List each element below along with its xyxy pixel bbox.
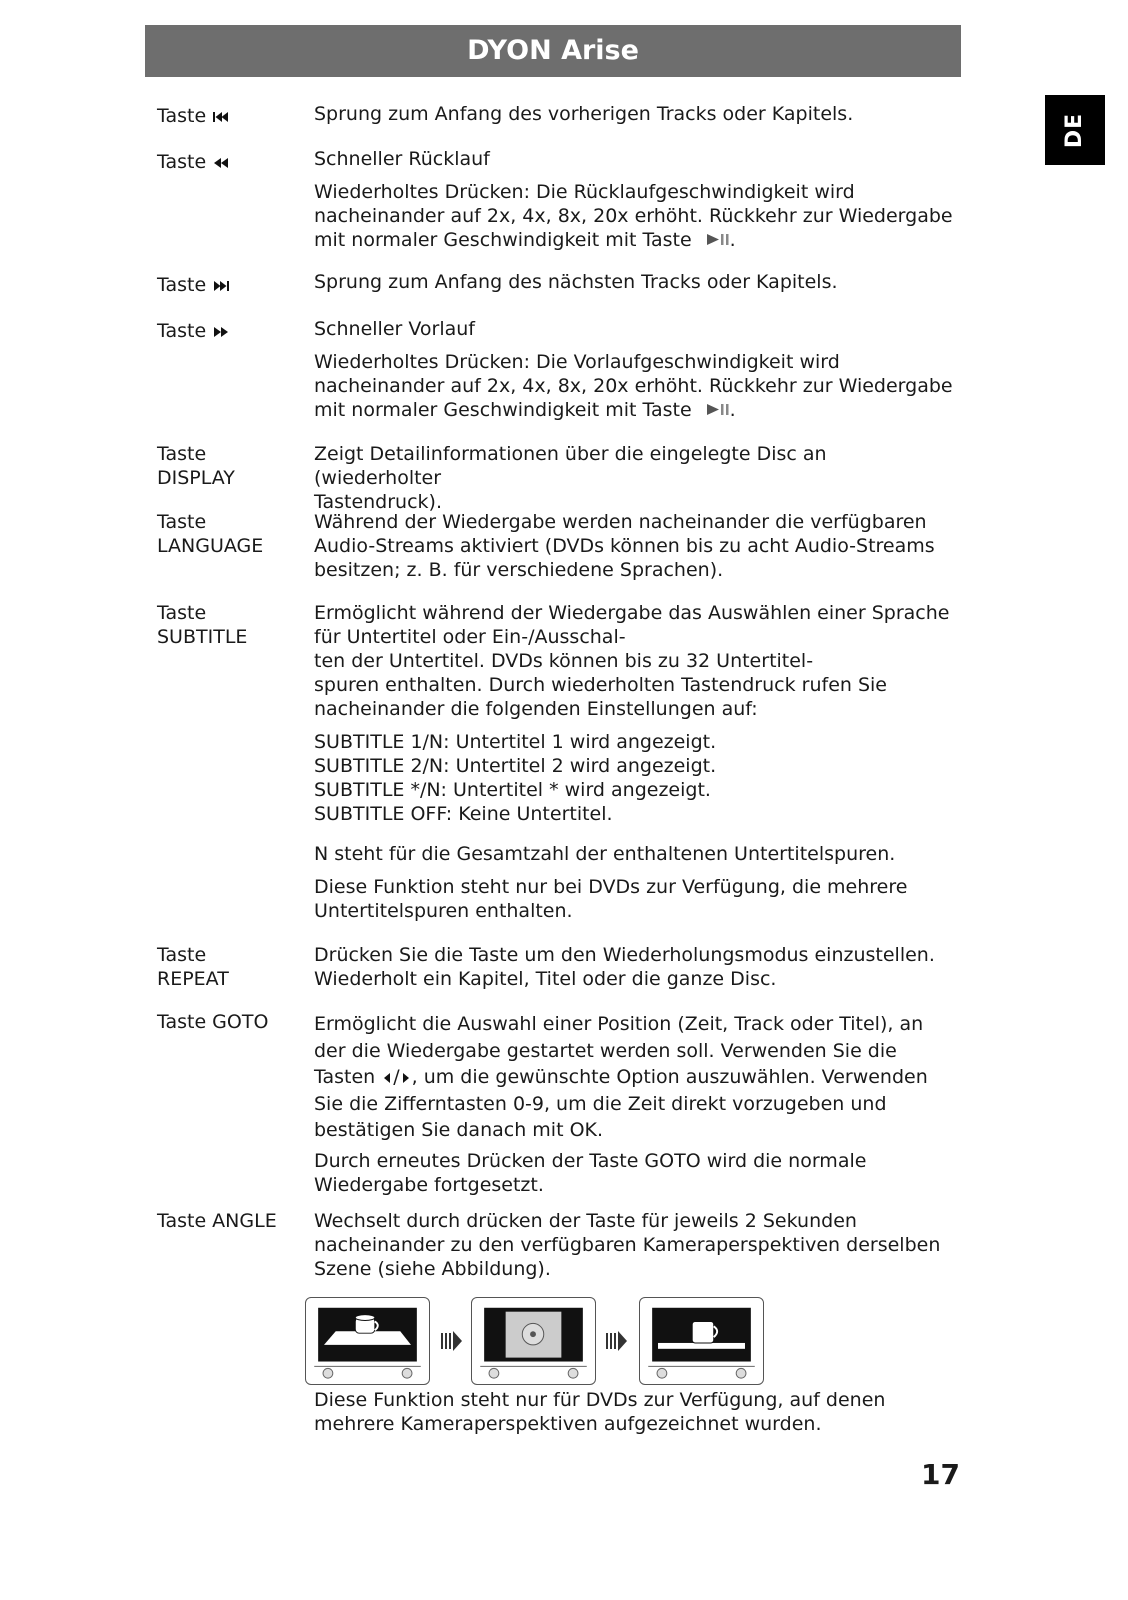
desc-line: nacheinander zu den verfügbaren Kameraperspektiven derselben [314,1234,941,1256]
page-number: 17 [921,1458,960,1491]
desc-line: Wiederholtes Drücken: Die Vorlaufgeschwindigkeit wird [314,351,840,373]
label-key: DISPLAY [157,467,235,489]
angle-illustration [305,1297,775,1389]
desc-line: Schneller Vorlauf [314,318,475,340]
label-goto [157,1010,307,1034]
desc-line: Tastendruck). [314,491,442,513]
desc-line: Wechselt durch drücken der Taste für jeweils 2 Sekunden [314,1210,857,1232]
label-text: Taste [157,320,207,342]
desc-line [314,1064,954,1091]
skip-next-icon [212,279,230,293]
label-text: Taste GOTO [157,1011,269,1033]
label-key: SUBTITLE [157,626,248,648]
desc-line: für Untertitel oder Ein-/Ausschal- [314,626,626,648]
desc-line: mehrere Kameraperspektiven aufgezeichnet wurden. [314,1413,822,1435]
desc-line: nacheinander die folgenden Einstellungen auf: [314,698,758,720]
desc-line: Diese Funktion steht nur bei DVDs zur Verfügung, die mehrere [314,876,908,898]
label-fast-forward [157,319,307,343]
arrow-right-icon [400,1072,412,1084]
desc-language [314,510,954,582]
desc-line: besitzen; z. B. für verschiedene Sprachen). [314,559,724,581]
play-pause-icon [706,403,730,416]
label-next [157,273,307,297]
label-text: Taste [157,274,207,296]
desc-line: der die Wiedergabe gestartet werden soll. Verwenden Sie die [314,1039,897,1062]
skip-previous-icon [212,110,230,124]
subtitle-option: SUBTITLE */N: Untertitel * wird angezeigt. [314,779,711,801]
language-tab [1045,95,1105,165]
label-key: LANGUAGE [157,535,264,557]
arrow-right-icon [440,1329,464,1353]
desc-text: / [393,1066,400,1088]
desc-line: N steht für die Gesamtzahl der enthaltenen Untertitelspuren. [314,843,896,865]
desc-line: nacheinander auf 2x, 4x, 8x, 20x erhöht. Rückkehr zur Wiedergabe [314,205,953,227]
subtitle-option: SUBTITLE 1/N: Untertitel 1 wird angezeigt. [314,731,717,753]
desc-repeat [314,943,954,991]
desc-angle-note [314,1388,954,1436]
label-subtitle [157,601,307,649]
desc-line: Sprung zum Anfang des nächsten Tracks oder Kapitels. [314,271,838,293]
label-key: REPEAT [157,968,229,990]
desc-line: Untertitelspuren enthalten. [314,900,573,922]
desc-angle [314,1209,954,1281]
fast-rewind-icon [212,156,230,170]
desc-goto-note [314,1149,954,1197]
desc-line: Schneller Rücklauf [314,148,490,170]
desc-line: Während der Wiedergabe werden nacheinander die verfügbaren [314,511,927,533]
label-text: Taste ANGLE [157,1210,277,1232]
desc-line [314,398,954,422]
desc-line: Sprung zum Anfang des vorherigen Tracks oder Kapitels. [314,103,854,125]
desc-text: mit normaler Geschwindigkeit mit Taste [314,229,692,251]
desc-text: Tasten [314,1066,376,1088]
desc-line [314,228,954,252]
label-angle [157,1209,307,1233]
desc-line: Zeigt Detailinformationen über die eingelegte Disc an (wiederholter [314,443,827,489]
desc-line: bestätigen Sie danach mit OK. [314,1119,604,1141]
header-title: DYON Arise [145,25,961,77]
subtitle-option: SUBTITLE 2/N: Untertitel 2 wird angezeigt. [314,755,717,777]
label-text: Taste [157,511,207,533]
tv-screen-angle-3 [639,1297,764,1385]
label-text: Taste [157,105,207,127]
label-text: Taste [157,151,207,173]
language-tab-label: DE [1062,112,1088,148]
label-display [157,442,307,490]
desc-line: spuren enthalten. Durch wiederholten Tastendruck rufen Sie [314,674,887,696]
subtitle-option: SUBTITLE OFF: Keine Untertitel. [314,803,613,825]
fast-forward-icon [212,325,230,339]
desc-line: Szene (siehe Abbildung). [314,1258,551,1280]
tv-screen-angle-1 [305,1297,430,1385]
desc-line: Ermöglicht während der Wiedergabe das Auswählen einer Sprache [314,602,950,624]
desc-text: mit normaler Geschwindigkeit mit Taste [314,399,692,421]
desc-line: Audio-Streams aktiviert (DVDs können bis zu acht Audio-Streams [314,535,935,557]
desc-line: Drücken Sie die Taste um den Wiederholungsmodus einzustellen. [314,944,935,966]
desc-line: Wiederholtes Drücken: Die Rücklaufgeschwindigkeit wird [314,181,855,203]
desc-fast-forward [314,317,954,422]
label-text: Taste [157,944,207,966]
arrow-right-icon [605,1329,629,1353]
desc-text: , um die gewünschte Option auszuwählen. Verwenden [411,1066,928,1088]
desc-line: ten der Untertitel. DVDs können bis zu 32 Untertitel- [314,650,814,672]
desc-prev [314,102,954,126]
label-rewind [157,150,307,174]
tv-screen-angle-2 [471,1297,596,1385]
desc-goto [314,1011,954,1144]
desc-line: Diese Funktion steht nur für DVDs zur Verfügung, auf denen [314,1389,886,1411]
desc-line: Wiederholt ein Kapitel, Titel oder die ganze Disc. [314,968,777,990]
label-language [157,510,307,558]
desc-line: nacheinander auf 2x, 4x, 8x, 20x erhöht. Rückkehr zur Wiedergabe [314,375,953,397]
desc-next [314,270,954,294]
desc-subtitle [314,601,954,923]
desc-rewind [314,147,954,252]
desc-line: Wiedergabe fortgesetzt. [314,1174,544,1196]
arrow-left-icon [381,1072,393,1084]
desc-text: . [729,229,736,251]
label-text: Taste [157,602,207,624]
desc-display [314,442,954,514]
label-repeat [157,943,307,991]
desc-line: Durch erneutes Drücken der Taste GOTO wird die normale [314,1150,867,1172]
label-text: Taste [157,443,207,465]
desc-line: Ermöglicht die Auswahl einer Position (Zeit, Track oder Titel), an [314,1013,924,1035]
desc-text: . [729,399,736,421]
label-prev [157,104,307,128]
play-pause-icon [706,233,730,246]
desc-line: Sie die Zifferntasten 0-9, um die Zeit direkt vorzugeben und [314,1092,887,1115]
